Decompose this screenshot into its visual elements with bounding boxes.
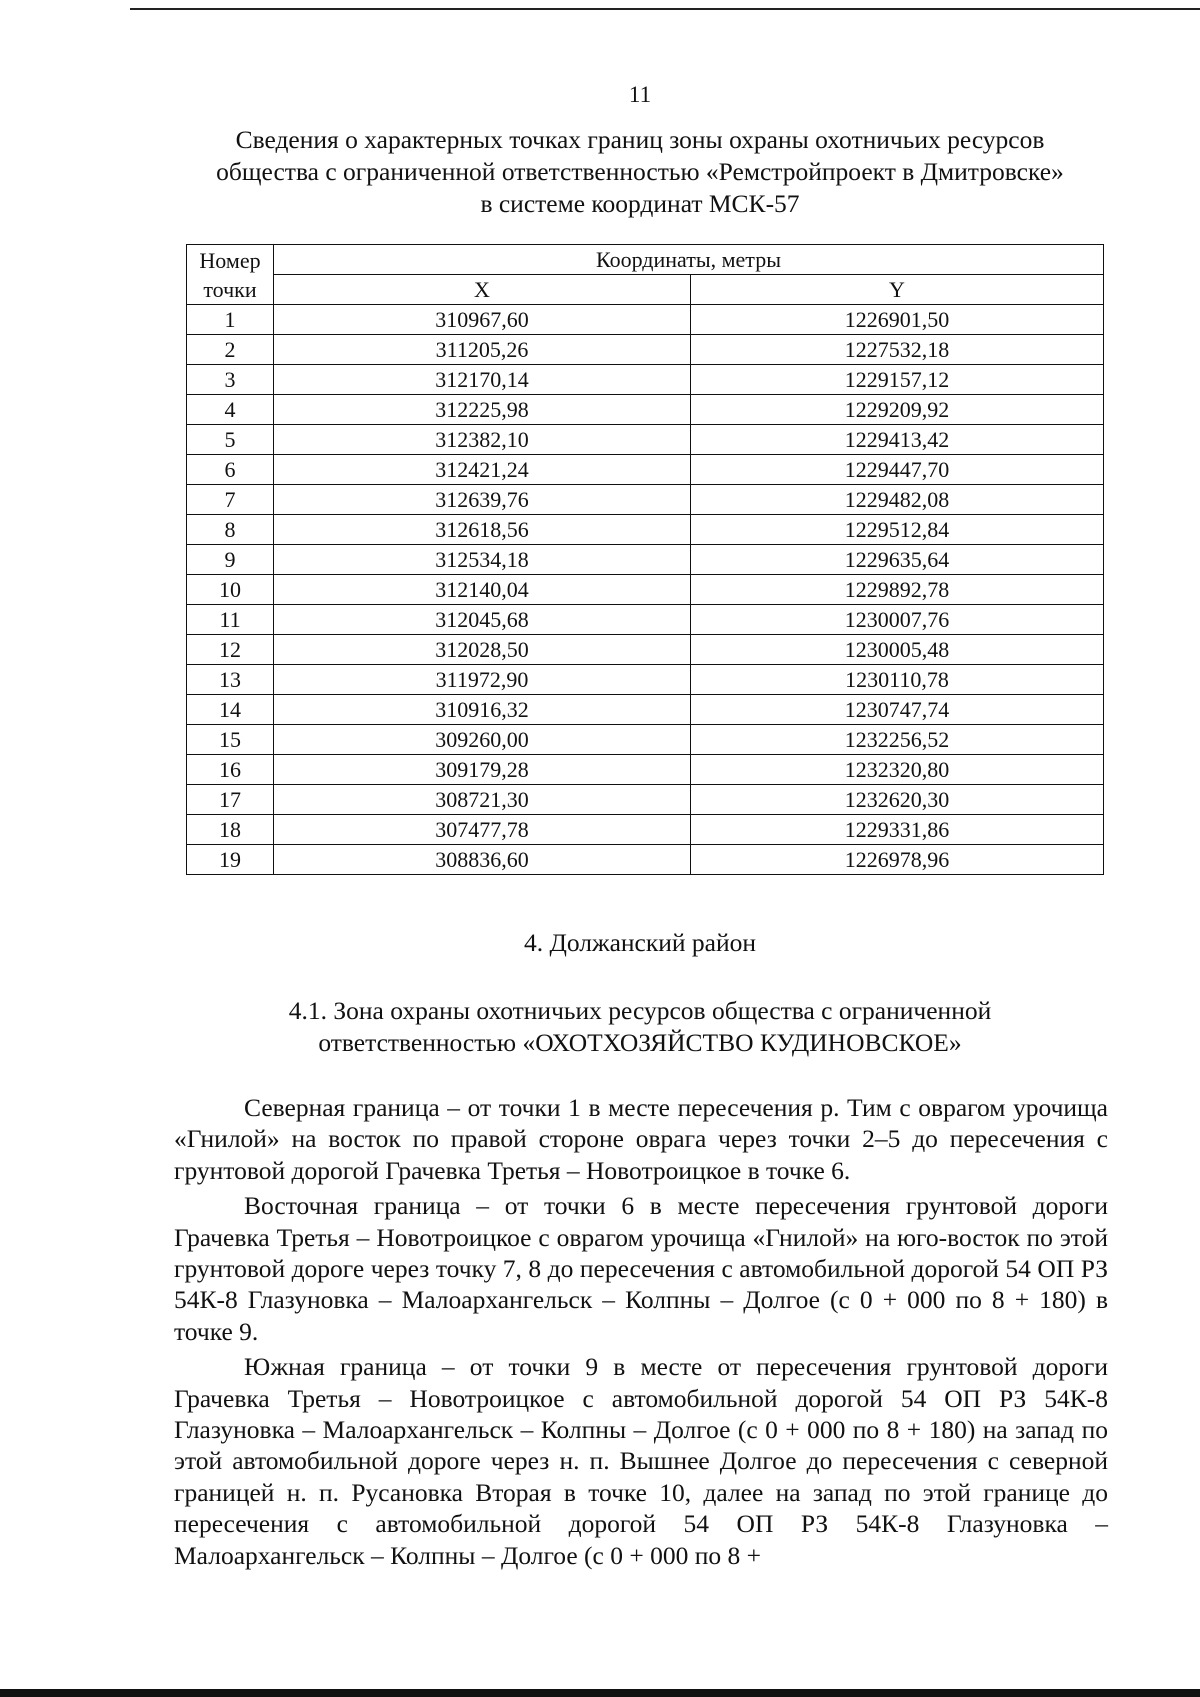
header-point-number-line1: Номер: [199, 247, 261, 273]
y-coordinate-cell: 1226901,50: [691, 305, 1104, 335]
x-coordinate-cell: 308721,30: [274, 785, 691, 815]
y-coordinate-cell: 1229413,42: [691, 425, 1104, 455]
x-coordinate-cell: 311205,26: [274, 335, 691, 365]
section-title: 4. Должанский район: [523, 928, 757, 957]
point-number-cell: 16: [187, 755, 274, 785]
point-number-cell: 3: [187, 365, 274, 395]
caption-line-3: в системе координат МСК-57: [480, 189, 800, 218]
point-number-cell: 10: [187, 575, 274, 605]
x-coordinate-cell: 312639,76: [274, 485, 691, 515]
point-number-cell: 14: [187, 695, 274, 725]
y-coordinate-cell: 1229512,84: [691, 515, 1104, 545]
point-number-cell: 12: [187, 635, 274, 665]
y-coordinate-cell: 1229482,08: [691, 485, 1104, 515]
x-coordinate-cell: 312028,50: [274, 635, 691, 665]
header-point-number-line2: точки: [203, 276, 257, 302]
point-number-cell: 5: [187, 425, 274, 455]
header-x: X: [274, 275, 691, 305]
table-row: [187, 455, 1104, 485]
point-number-cell: 6: [187, 455, 274, 485]
paragraph-south-border: Южная граница – от точки 9 в месте от пересечения грунтовой дороги Грачевка Третья – Новотроицкое с автомобильной дорогой 54 ОП РЗ 54К-8 Глазуновка – Малоархангельск – Колпны – Долгое (с 0 + 000 по 8 + 180) на запад по этой автомобильной дороге через н. п. Вышнее Долгое до пересечения с северной границей н. п. Русановка Вторая в точке 10, далее на запад по этой границе до пересечения с автомобильной дорогой 54 ОП РЗ 54К-8 Глазуновка – Малоархангельск – Колпны – Долгое (с 0 + 000 по 8 +: [174, 1352, 1108, 1570]
x-coordinate-cell: 311972,90: [274, 665, 691, 695]
point-number-cell: 2: [187, 335, 274, 365]
y-coordinate-cell: 1227532,18: [691, 335, 1104, 365]
y-coordinate-cell: 1230747,74: [691, 695, 1104, 725]
y-coordinate-cell: 1232256,52: [691, 725, 1104, 755]
y-coordinate-cell: 1229331,86: [691, 815, 1104, 845]
coordinates-table: [186, 244, 1104, 875]
x-coordinate-cell: 309260,00: [274, 725, 691, 755]
table-row: [187, 485, 1104, 515]
table-row: [187, 605, 1104, 635]
table-row: [187, 635, 1104, 665]
y-coordinate-cell: 1230007,76: [691, 605, 1104, 635]
table-row: [187, 785, 1104, 815]
x-coordinate-cell: 310967,60: [274, 305, 691, 335]
table-row: [187, 665, 1104, 695]
point-number-cell: 7: [187, 485, 274, 515]
y-coordinate-cell: 1229635,64: [691, 545, 1104, 575]
point-number-cell: 9: [187, 545, 274, 575]
header-point-number: [187, 245, 274, 305]
top-scan-border: [130, 8, 1200, 10]
y-coordinate-cell: 1229209,92: [691, 395, 1104, 425]
caption-line-1: Сведения о характерных точках границ зоны охраны охотничьих ресурсов: [235, 125, 1045, 154]
point-number-cell: 4: [187, 395, 274, 425]
table-row: [187, 575, 1104, 605]
y-coordinate-cell: 1229892,78: [691, 575, 1104, 605]
subsection-title-line-2: ответственностью «ОХОТХОЗЯЙСТВО КУДИНОВСКОЕ»: [318, 1028, 962, 1057]
caption-line-2: общества с ограниченной ответственностью «Ремстройпроект в Дмитровске»: [216, 157, 1064, 186]
bottom-scan-border: [0, 1689, 1200, 1697]
point-number-cell: 17: [187, 785, 274, 815]
x-coordinate-cell: 312382,10: [274, 425, 691, 455]
x-coordinate-cell: 312045,68: [274, 605, 691, 635]
subsection-title: [160, 995, 1120, 1059]
table-row: [187, 725, 1104, 755]
table-row: [187, 395, 1104, 425]
point-number-cell: 15: [187, 725, 274, 755]
table-row: [187, 695, 1104, 725]
x-coordinate-cell: 312534,18: [274, 545, 691, 575]
table-row: [187, 305, 1104, 335]
body-text: [174, 1092, 1108, 1575]
point-number-cell: 18: [187, 815, 274, 845]
paragraph-east-border: Восточная граница – от точки 6 в месте пересечения грунтовой дороги Грачевка Третья – Новотроицкое с оврагом урочища «Гнилой» на юго-восток по этой грунтовой дороге через точку 7, 8 до пересечения с автомобильной дорогой 54 ОП РЗ 54К-8 Глазуновка – Малоархангельск – Колпны – Долгое (с 0 + 000 по 8 + 180) в точке 9.: [174, 1191, 1108, 1346]
y-coordinate-cell: 1232620,30: [691, 785, 1104, 815]
table-row: [187, 365, 1104, 395]
y-coordinate-cell: 1230110,78: [691, 665, 1104, 695]
table-caption: [160, 124, 1120, 220]
y-coordinate-cell: 1230005,48: [691, 635, 1104, 665]
y-coordinate-cell: 1226978,96: [691, 845, 1104, 875]
point-number-cell: 13: [187, 665, 274, 695]
table-row: [187, 815, 1104, 845]
y-coordinate-cell: 1229157,12: [691, 365, 1104, 395]
header-coordinates: Координаты, метры: [274, 245, 1104, 275]
point-number-cell: 8: [187, 515, 274, 545]
point-number-cell: 19: [187, 845, 274, 875]
table-body: [187, 305, 1104, 875]
subsection-title-line-1: 4.1. Зона охраны охотничьих ресурсов общества с ограниченной: [288, 996, 992, 1025]
page-number: 11: [628, 82, 652, 107]
table-row: [187, 515, 1104, 545]
table-row: [187, 755, 1104, 785]
paragraph-north-border: Северная граница – от точки 1 в месте пересечения р. Тим с оврагом урочища «Гнилой» на восток по правой стороне оврага через точки 2–5 до пересечения с грунтовой дорогой Грачевка Третья – Новотроицкое в точке 6.: [174, 1093, 1108, 1185]
x-coordinate-cell: 312140,04: [274, 575, 691, 605]
x-coordinate-cell: 312225,98: [274, 395, 691, 425]
x-coordinate-cell: 308836,60: [274, 845, 691, 875]
x-coordinate-cell: 309179,28: [274, 755, 691, 785]
x-coordinate-cell: 310916,32: [274, 695, 691, 725]
x-coordinate-cell: 312170,14: [274, 365, 691, 395]
table-row: [187, 845, 1104, 875]
header-y: Y: [691, 275, 1104, 305]
point-number-cell: 11: [187, 605, 274, 635]
table-row: [187, 335, 1104, 365]
table-row: [187, 425, 1104, 455]
y-coordinate-cell: 1232320,80: [691, 755, 1104, 785]
x-coordinate-cell: 312421,24: [274, 455, 691, 485]
x-coordinate-cell: 307477,78: [274, 815, 691, 845]
table-row: [187, 545, 1104, 575]
point-number-cell: 1: [187, 305, 274, 335]
x-coordinate-cell: 312618,56: [274, 515, 691, 545]
y-coordinate-cell: 1229447,70: [691, 455, 1104, 485]
